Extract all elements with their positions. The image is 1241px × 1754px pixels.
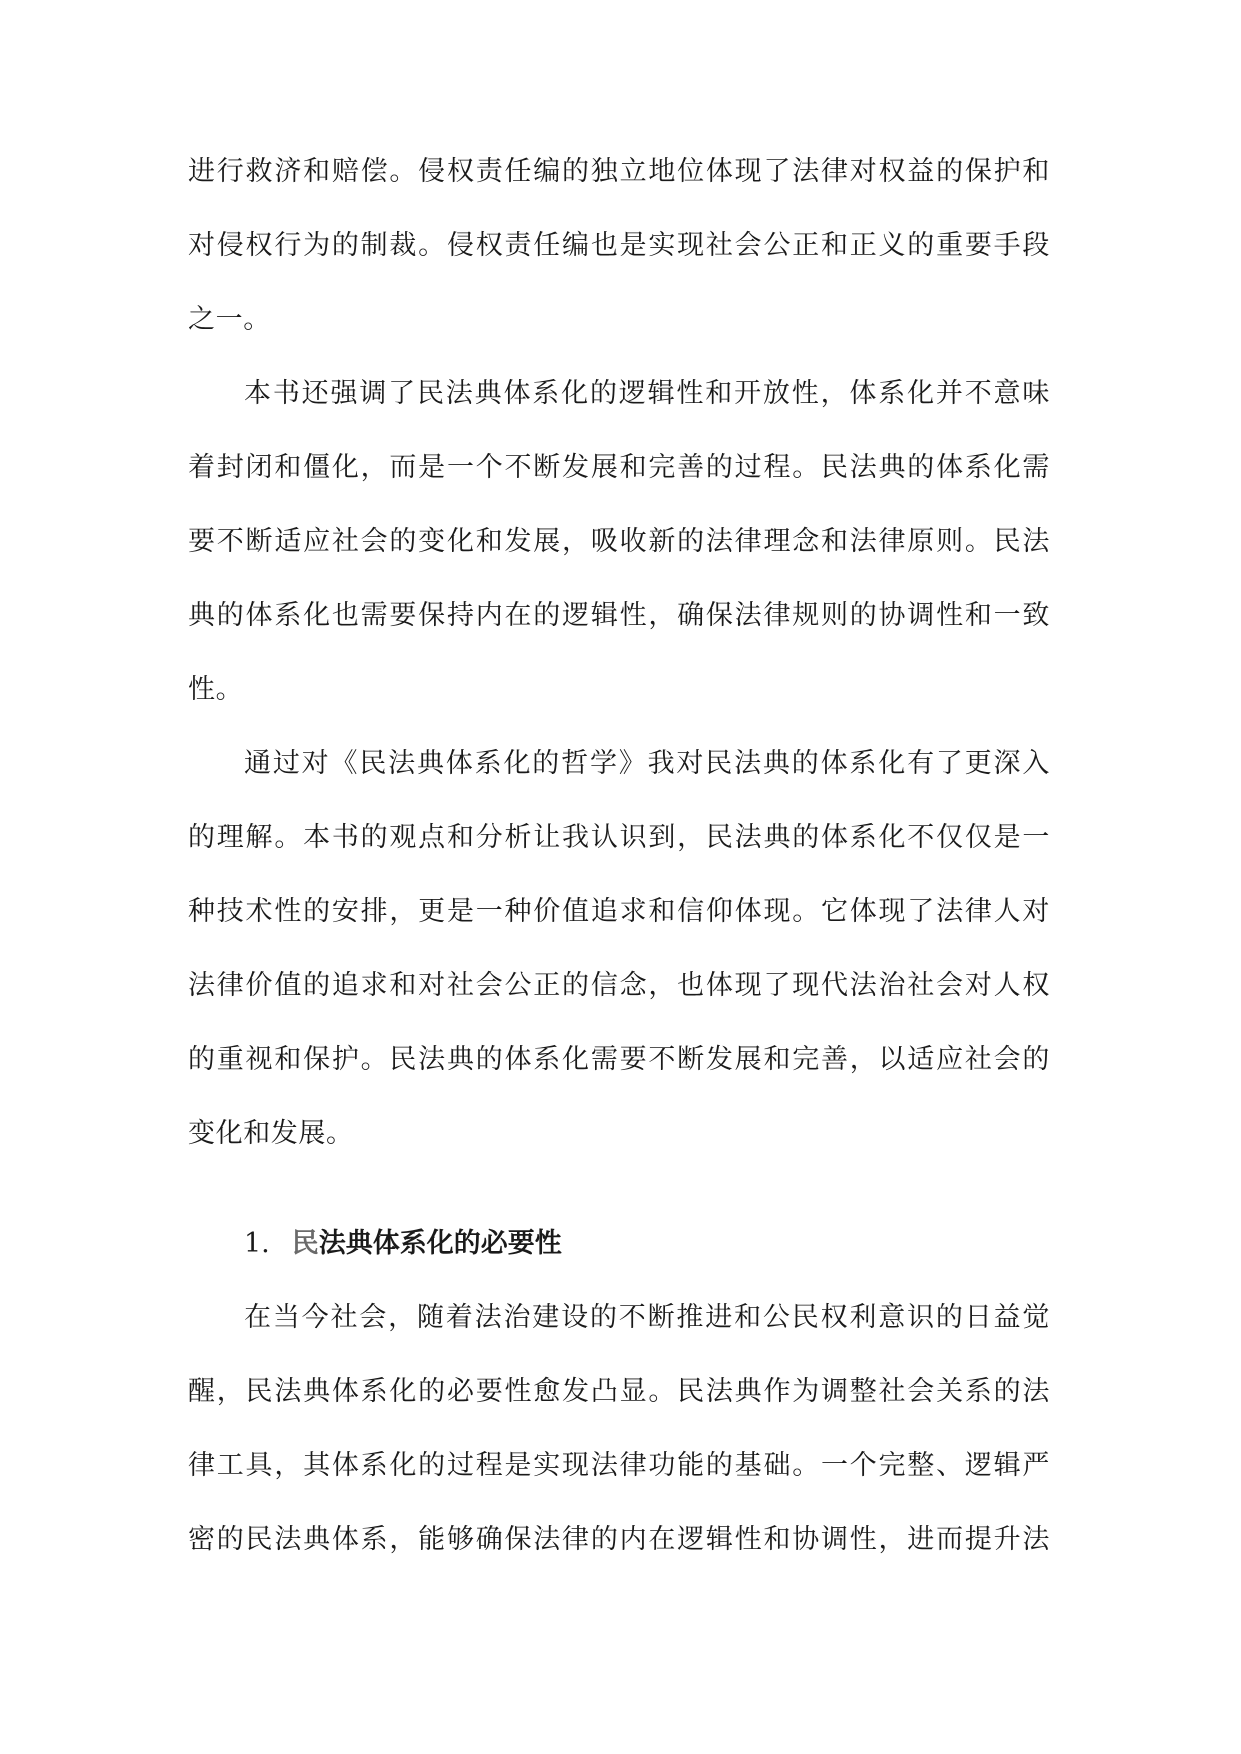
text-line: 在当今社会，随着法治建设的不断推进和公民权利意识的日益觉 [244, 1302, 1050, 1333]
paragraph [188, 1288, 1050, 1584]
document-body [188, 142, 1050, 1584]
text-line: 本书还强调了民法典体系化的逻辑性和开放性，体系化并不意味 [244, 378, 1050, 409]
paragraph [188, 142, 1050, 364]
section-heading [188, 1214, 1050, 1288]
text-line: 要不断适应社会的变化和发展，吸收新的法律理念和法律原则。民法 [188, 526, 1050, 557]
text-line: 进行救济和赔偿。侵权责任编的独立地位体现了法律对权益的保护和 [188, 156, 1050, 187]
text-line: 密的民法典体系，能够确保法律的内在逻辑性和协调性，进而提升法 [188, 1524, 1050, 1555]
text-line: 的重视和保护。民法典的体系化需要不断发展和完善，以适应社会的 [188, 1044, 1050, 1075]
text-line: 的理解。本书的观点和分析让我认识到，民法典的体系化不仅仅是一 [188, 822, 1050, 853]
text-line: 通过对《民法典体系化的哲学》我对民法典的体系化有了更深入 [244, 748, 1050, 779]
text-line: 性。 [188, 674, 244, 705]
text-line: 醒，民法典体系化的必要性愈发凸显。民法典作为调整社会关系的法 [188, 1376, 1050, 1407]
text-line: 典的体系化也需要保持内在的逻辑性，确保法律规则的协调性和一致 [188, 600, 1050, 631]
text-line: 着封闭和僵化，而是一个不断发展和完善的过程。民法典的体系化需 [188, 452, 1050, 483]
text-line: 之一。 [188, 304, 271, 335]
heading-first-char: 民 [291, 1228, 319, 1259]
text-line: 变化和发展。 [188, 1118, 354, 1149]
heading-number: 1. [244, 1228, 270, 1259]
paragraph [188, 734, 1050, 1178]
text-line: 对侵权行为的制裁。侵权责任编也是实现社会公正和正义的重要手段 [188, 230, 1050, 261]
text-line: 法律价值的追求和对社会公正的信念，也体现了现代法治社会对人权 [188, 970, 1050, 1001]
text-line: 种技术性的安排，更是一种价值追求和信仰体现。它体现了法律人对 [188, 896, 1050, 927]
paragraph [188, 364, 1050, 734]
section-spacer [188, 1178, 1050, 1214]
heading-text: 法典体系化的必要性 [318, 1228, 562, 1259]
text-line: 律工具，其体系化的过程是实现法律功能的基础。一个完整、逻辑严 [188, 1450, 1050, 1481]
